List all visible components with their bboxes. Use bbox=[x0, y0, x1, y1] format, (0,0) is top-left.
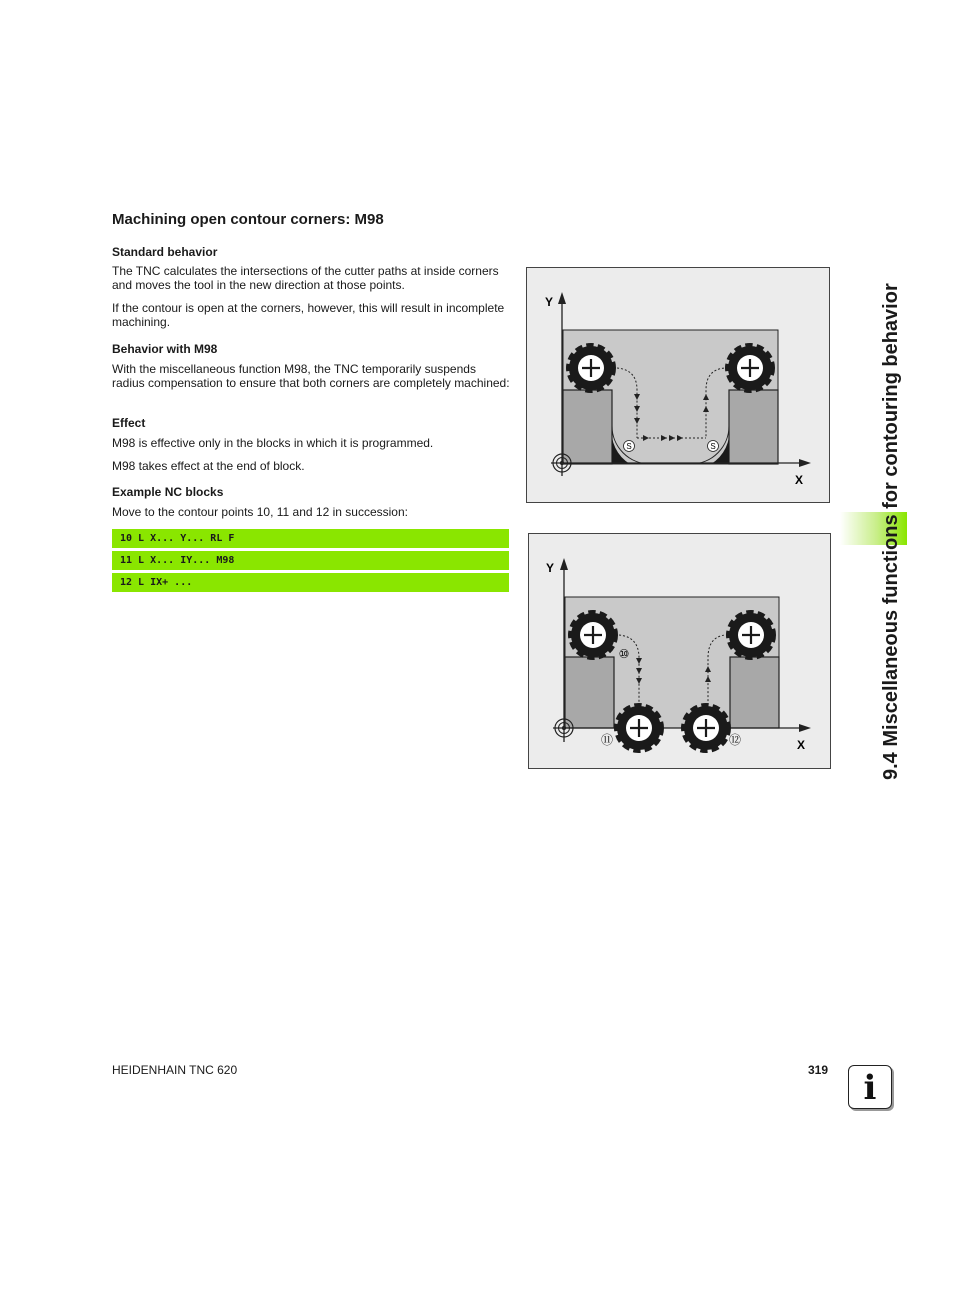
effect-title: Effect bbox=[112, 416, 146, 430]
section-heading: Machining open contour corners: M98 bbox=[112, 211, 384, 228]
footer-product: HEIDENHAIN TNC 620 bbox=[112, 1063, 238, 1077]
side-chapter-title: 9.4 Miscellaneous functions for contouring behavior bbox=[880, 283, 902, 780]
page-number: 319 bbox=[808, 1063, 829, 1077]
fig2-x-label: X bbox=[797, 738, 806, 752]
milling-cutter-icon bbox=[729, 613, 773, 657]
effect-text-1: M98 is effective only in the blocks in which it is programmed. bbox=[112, 436, 434, 450]
effect-text-2: M98 takes effect at the end of block. bbox=[112, 459, 305, 473]
fig1-y-label: Y bbox=[545, 295, 554, 309]
standard-behavior-text-2: If the contour is open at the corners, however, this will result in incomplete machining. bbox=[112, 301, 505, 329]
milling-cutter-icon bbox=[569, 346, 613, 390]
milling-cutter-icon bbox=[728, 346, 772, 390]
example-text: Move to the contour points 10, 11 and 12 in succession: bbox=[112, 505, 408, 519]
milling-cutter-icon bbox=[617, 706, 661, 750]
behavior-m98-title: Behavior with M98 bbox=[112, 342, 218, 356]
milling-cutter-icon bbox=[571, 613, 615, 657]
fig1-mark-s-left: S bbox=[626, 442, 632, 451]
standard-behavior-text-1: The TNC calculates the intersections of the cutter paths at inside corners and moves the tool in the new direction at those points. bbox=[112, 264, 499, 292]
fig2-point-10: ⑩ bbox=[618, 647, 630, 661]
figure-standard-behavior bbox=[526, 267, 830, 503]
info-icon: i bbox=[848, 1065, 892, 1109]
figure-behavior-m98 bbox=[528, 533, 831, 769]
fig2-y-label: Y bbox=[546, 561, 555, 575]
nc-block-2: 11 L X... IY... M98 bbox=[112, 551, 509, 570]
standard-behavior-title: Standard behavior bbox=[112, 245, 218, 259]
fig1-x-label: X bbox=[795, 473, 804, 487]
nc-block-1: 10 L X... Y... RL F bbox=[112, 529, 509, 548]
fig1-mark-s-right: S bbox=[710, 442, 716, 451]
fig2-point-11: ⑪ bbox=[600, 733, 614, 747]
behavior-m98-text: With the miscellaneous function M98, the TNC temporarily suspends radius compensation to ensure that both corners are completely machined: bbox=[112, 362, 510, 390]
milling-cutter-icon bbox=[684, 706, 728, 750]
nc-block-3: 12 L IX+ ... bbox=[112, 573, 509, 592]
fig2-point-12: ⑫ bbox=[728, 733, 742, 747]
example-title: Example NC blocks bbox=[112, 485, 224, 499]
